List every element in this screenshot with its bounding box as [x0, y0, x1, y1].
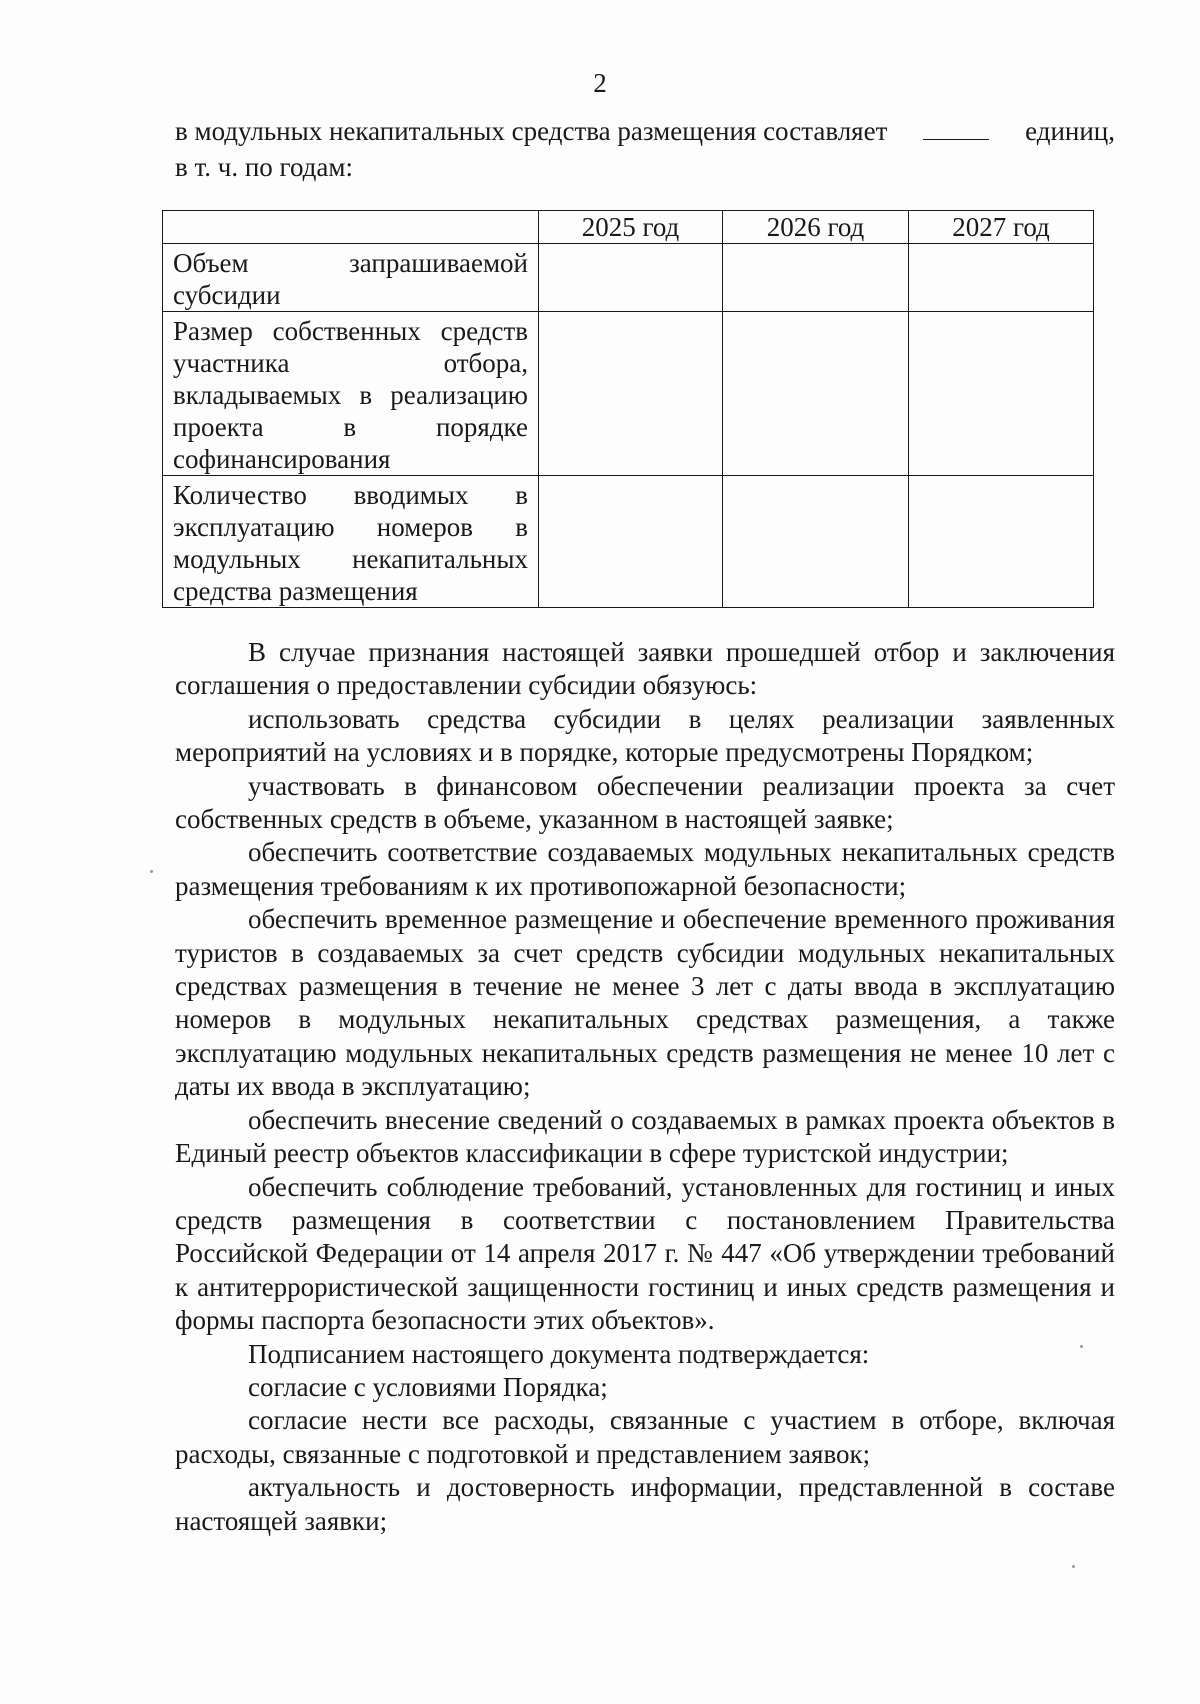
years-table [162, 210, 1094, 608]
row-label-cell [163, 476, 539, 608]
label-word: участника [173, 348, 290, 378]
years-table-wrapper [162, 210, 1093, 608]
paragraph-obligation-intro: В случае признания настоящей заявки прошедшей отбор и заключения соглашения о предоставлении субсидии обязуюсь: [175, 637, 1115, 701]
row-label-line [173, 315, 528, 347]
label-word: Количество [173, 480, 307, 510]
label-word: модульных [173, 544, 301, 574]
table-row-own-funds [163, 312, 1094, 476]
label-word: проекта [173, 412, 264, 442]
value-cell-2026[interactable] [723, 312, 909, 476]
label-word: отбора, [443, 348, 528, 378]
page-number: 2 [593, 68, 607, 98]
table-header-label-cell [163, 211, 539, 244]
label-word: эксплуатацию [173, 512, 335, 542]
row-label-line [173, 247, 528, 279]
value-cell-2026[interactable] [723, 244, 909, 312]
label-word: порядке [435, 412, 528, 442]
paragraph-use-funds: использовать средства субсидии в целях реализации заявленных мероприятий на условиях и в порядке, которые предусмотрены Порядком; [175, 703, 1115, 768]
paragraph-agreement: согласие с условиями Порядка; [248, 1371, 608, 1402]
value-cell-2027[interactable] [909, 476, 1094, 608]
intro-line-1-unit: единиц, [1025, 116, 1115, 146]
table-header-2026: 2026 год [723, 211, 909, 244]
paragraph-cofinancing: участвовать в финансовом обеспечении реализации проекта за счет собственных средств в объеме, указанном в настоящей заявке; [175, 770, 1115, 835]
label-word: в [343, 412, 357, 442]
value-cell-2027[interactable] [909, 244, 1094, 312]
paragraph-confirmation-intro: Подписанием настоящего документа подтверждается: [248, 1338, 870, 1369]
label-word: в [515, 512, 528, 542]
label-word: Размер [173, 316, 253, 346]
value-cell-2027[interactable] [909, 312, 1094, 476]
row-label-line [173, 347, 528, 379]
scan-speck [1080, 1345, 1083, 1348]
label-word: Объем [173, 248, 249, 278]
row-label-line [173, 543, 528, 575]
label-word: в [515, 480, 528, 510]
intro-blank-field [923, 117, 989, 140]
label-word: номеров [376, 512, 474, 542]
paragraph-antiterror: обеспечить соблюдение требований, установленных для гостиниц и иных средств размещения в соответствии с постановлением Правительства Российской Федерации от 14 апреля 2017 г. № 447 «Об утверждении требований к антитеррористической защищенности гостиниц и иных средств размещения и формы паспорта безопасности этих объектов». [175, 1171, 1115, 1336]
paragraph-registry: обеспечить внесение сведений о создаваемых в рамках проекта объектов в Единый реестр объектов классификации в сфере туристской индустрии; [175, 1104, 1115, 1169]
paragraph-fire-safety: обеспечить соответствие создаваемых модульных некапитальных средств размещения требованиям к их противопожарной безопасности; [175, 837, 1115, 901]
label-word: запрашиваемой [349, 248, 528, 278]
table-header-row [163, 211, 1094, 244]
row-label-line [173, 379, 528, 411]
row-label [163, 312, 538, 475]
label-word: вкладываемых [173, 380, 342, 410]
table-header-2027: 2027 год [909, 211, 1094, 244]
paragraph-accuracy: актуальность и достоверность информации, представленной в составе настоящей заявки; [175, 1472, 1115, 1536]
value-cell-2025[interactable] [539, 312, 723, 476]
scan-speck [1072, 1565, 1075, 1568]
paragraph-expenses: согласие нести все расходы, связанные с участием в отборе, включая расходы, связанные с подготовкой и представлением заявок; [175, 1405, 1115, 1469]
paragraph-accommodation: обеспечить временное размещение и обеспечение временного проживания туристов в создаваемых за счет средств субсидии модульных некапитальных средствах размещения в течение не менее 3 лет с даты ввода в эксплуатацию номеров в модульных некапитальных средствах размещения, а также эксплуатацию модульных некапитальных средств размещения не менее 10 лет с даты их ввода в эксплуатацию; [175, 904, 1115, 1102]
intro-line-1-text: в модульных некапитальных средства размещения составляет [175, 116, 888, 146]
label-word: средств [440, 316, 528, 346]
intro-line-1 [175, 113, 1115, 149]
label-word: некапитальных [352, 544, 528, 574]
table-row-subsidy-volume [163, 244, 1094, 312]
label-word: собственных [272, 316, 421, 346]
row-label-cell [163, 312, 539, 476]
row-label-line [173, 511, 528, 543]
label-word: в [359, 380, 373, 410]
value-cell-2026[interactable] [723, 476, 909, 608]
value-cell-2025[interactable] [539, 244, 723, 312]
row-label [163, 244, 538, 311]
table-header-2025: 2025 год [539, 211, 723, 244]
row-label-line [173, 411, 528, 443]
row-label-line: софинансирования [173, 444, 391, 474]
body-text [175, 636, 1115, 1538]
row-label [163, 476, 538, 607]
label-word: реализацию [390, 380, 528, 410]
row-label-line: субсидии [173, 280, 281, 310]
row-label-line [173, 479, 528, 511]
value-cell-2025[interactable] [539, 476, 723, 608]
intro-text [175, 113, 1115, 185]
scan-speck [150, 870, 153, 873]
row-label-line: средства размещения [173, 576, 418, 606]
row-label-cell [163, 244, 539, 312]
table-row-rooms-count [163, 476, 1094, 608]
label-word: вводимых [353, 480, 469, 510]
intro-line-2: в т. ч. по годам: [175, 152, 353, 182]
